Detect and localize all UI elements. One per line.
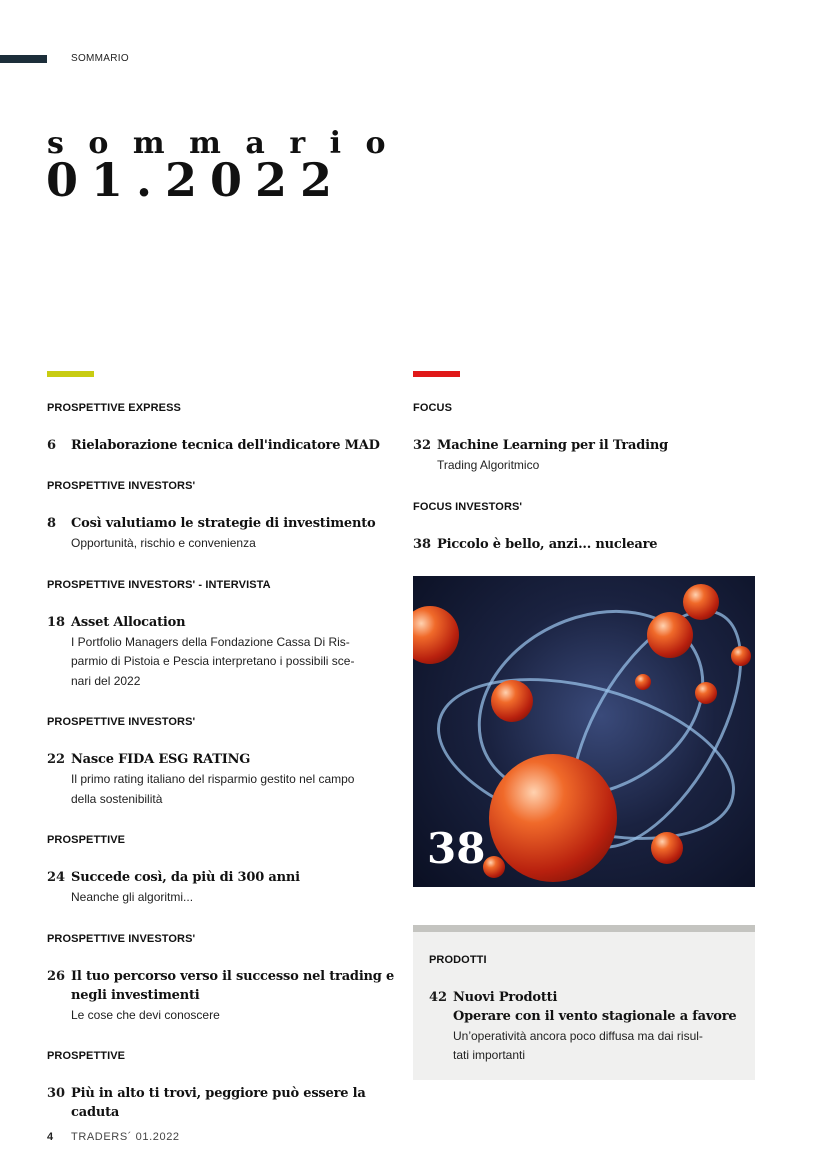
toc-entry[interactable]	[47, 436, 397, 455]
left-accent-bar	[47, 371, 94, 377]
entry-subtitle-line: parmio di Pistoia e Pescia interpretano i possibili sce-	[71, 654, 355, 668]
toc-entry[interactable]	[47, 514, 397, 554]
page-number: 8	[47, 516, 57, 531]
entry-subtitle: Neanche gli algoritmi...	[71, 890, 194, 904]
toc-entry[interactable]	[47, 613, 397, 692]
right-accent-bar	[413, 371, 460, 377]
page-number: 32	[413, 438, 432, 453]
hero-year: 01.2022	[46, 153, 346, 207]
entry-subtitle-line: Il primo rating italiano del risparmio gestito nel campo	[71, 772, 355, 786]
section-label: PROSPETTIVE INVESTORS'	[47, 716, 196, 728]
page-number: 26	[47, 968, 66, 984]
page-number: 18	[47, 614, 66, 630]
toc-entry[interactable]	[413, 535, 758, 554]
image-sphere	[683, 584, 719, 620]
page-number: 42	[429, 989, 448, 1005]
toc-left-column	[47, 371, 397, 1146]
entry-subtitle-line: tati importanti	[453, 1048, 526, 1062]
header-bar	[0, 55, 47, 63]
section-label: PROSPETTIVE	[47, 1050, 126, 1062]
header-label: SOMMARIO	[71, 53, 129, 64]
entry-title: Asset Allocation	[71, 614, 186, 630]
image-sphere	[647, 612, 693, 658]
toc-entry[interactable]	[47, 750, 397, 809]
entry-title: Rielaborazione tecnica dell'indicatore MAD	[71, 438, 380, 453]
page-number: 6	[47, 438, 57, 453]
entry-title: Piccolo è bello, anzi... nucleare	[437, 536, 658, 552]
entry-subtitle-line: della sostenibilità	[71, 791, 163, 806]
page-number: 38	[413, 536, 432, 552]
image-sphere	[413, 606, 459, 664]
section-label: PROSPETTIVE	[47, 834, 126, 846]
entry-subtitle-line: nari del 2022	[71, 673, 141, 688]
footer-magazine: TRADERS´ 01.2022	[71, 1131, 180, 1143]
section-label: PROSPETTIVE INVESTORS' - INTERVISTA	[47, 578, 271, 591]
prodotti-box	[413, 925, 755, 1080]
entry-subtitle: Le cose che devi conoscere	[71, 1007, 220, 1022]
image-sphere	[491, 680, 533, 722]
page-number: 24	[47, 870, 66, 885]
section-label: PROSPETTIVE EXPRESS	[47, 402, 181, 414]
toc-right-column	[413, 371, 758, 1080]
section-label: PROSPETTIVE INVESTORS'	[47, 932, 196, 945]
toc-entry[interactable]	[429, 988, 739, 1066]
entry-title: Succede così, da più di 300 anni	[71, 870, 300, 885]
image-sphere	[635, 674, 651, 690]
footer-page-number: 4	[47, 1131, 54, 1143]
entry-subtitle: Opportunità, rischio e convenienza	[71, 536, 256, 550]
image-sphere	[731, 646, 751, 666]
entry-title-line: Operare con il vento stagionale a favore	[453, 1008, 737, 1024]
entry-title-line: Il tuo percorso verso il successo nel trading e	[71, 968, 395, 984]
hero-word: sommario	[47, 126, 411, 161]
image-sphere	[489, 754, 617, 882]
toc-entry[interactable]	[413, 436, 758, 476]
section-label: FOCUS INVESTORS'	[413, 500, 523, 513]
entry-title: Più in alto ti trovi, peggiore può essere la caduta	[71, 1086, 366, 1120]
page-number: 30	[47, 1086, 66, 1101]
toc-entry[interactable]	[47, 868, 397, 908]
toc-entry[interactable]	[47, 967, 397, 1026]
image-sphere	[651, 832, 683, 864]
entry-title: Nasce FIDA ESG RATING	[71, 752, 251, 767]
article-image[interactable]	[413, 576, 755, 887]
entry-subtitle: Trading Algoritmico	[437, 458, 540, 472]
entry-subtitle-line: I Portfolio Managers della Fondazione Cassa Di Ris-	[71, 634, 350, 649]
entry-title-line: Nuovi Prodotti	[453, 989, 558, 1005]
entry-title: Così valutiamo le strategie di investimento	[71, 516, 376, 531]
entry-title: Machine Learning per il Trading	[437, 438, 669, 453]
image-sphere	[695, 682, 717, 704]
image-page-number: 38	[427, 823, 486, 873]
section-label: FOCUS	[413, 402, 452, 414]
toc-entry[interactable]	[47, 1084, 397, 1122]
entry-title-line: negli investimenti	[71, 987, 200, 1003]
section-label: PROSPETTIVE INVESTORS'	[47, 480, 196, 492]
entry-subtitle-line: Un’operatività ancora poco diffusa ma dai risul-	[453, 1028, 703, 1043]
section-label: PRODOTTI	[429, 953, 487, 966]
page-number: 22	[47, 752, 66, 767]
image-sphere	[483, 856, 505, 878]
